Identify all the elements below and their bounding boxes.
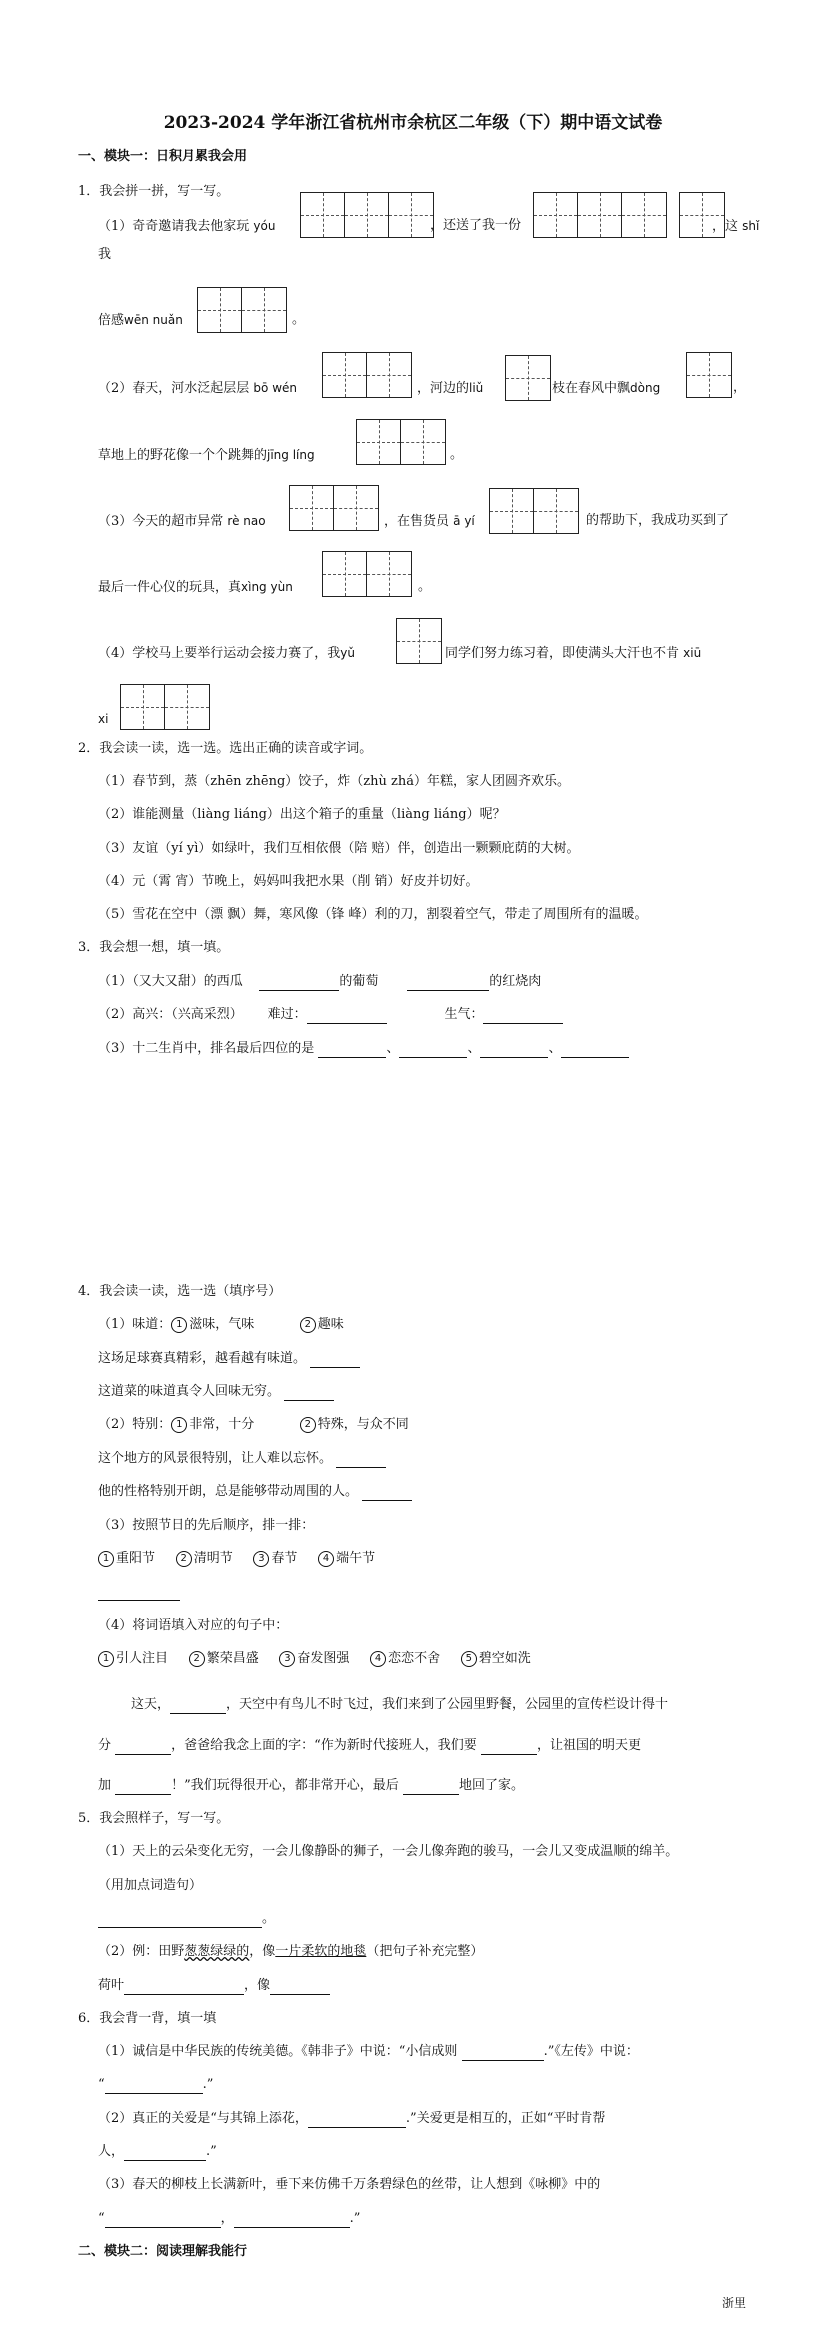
q3-blank[interactable] [480, 1043, 548, 1058]
q3-line-3: （3）十二生肖中，排名最后四位的是 、 、 、 [98, 1040, 629, 1058]
q1-1-grid-d[interactable] [197, 287, 287, 333]
q6-blank[interactable] [105, 2213, 221, 2228]
q1-3-text-e: 。 [418, 579, 432, 594]
q6-heading: 6．我会背一背，填一填 [78, 2011, 217, 2026]
q4-blank[interactable] [481, 1740, 537, 1755]
q4-blank[interactable] [403, 1780, 459, 1795]
q1-3-text-d: 最后一件心仪的玩具，真xìng yùn [98, 580, 293, 595]
q4-word-2: （2）特别： 1 非常，十分 2 特殊，与众不同 [98, 1417, 409, 1432]
q1-2-text-e: 草地上的野花像一个个跳舞的jīng líng [98, 448, 315, 463]
q1-1-text-e: 倍感wēn nuǎn [98, 313, 183, 328]
q1-2-text-c: 枝在春风中飘dòng [552, 381, 661, 396]
q3-heading: 3．我会想一想，填一填。 [78, 940, 230, 955]
q1-2-text-d: ， [733, 380, 747, 395]
q1-3-grid-c[interactable] [322, 551, 412, 597]
q4-word-1: （1）味道： 1 滋味，气味 2 趣味 [98, 1317, 344, 1332]
q2-line-4: （4）元（霄 宵）节晚上，妈妈叫我把水果（削 销）好皮并切好。 [98, 874, 479, 889]
q3-blank[interactable] [561, 1043, 629, 1058]
q4-heading: 4．我会读一读，选一选（填序号） [78, 1284, 282, 1299]
q4-festival-prompt: （3）按照节日的先后顺序，排一排： [98, 1518, 315, 1533]
q5-blank[interactable] [98, 1913, 262, 1928]
q5-blank[interactable] [270, 1980, 330, 1995]
q1-3-grid-b[interactable] [489, 488, 579, 534]
q4-blank[interactable] [170, 1699, 226, 1714]
q3-blank[interactable] [407, 976, 489, 991]
page-title: 2023-2024 学年浙江省杭州市余杭区二年级（下）期中语文试卷 [163, 113, 663, 133]
q1-3-grid-a[interactable] [289, 485, 379, 531]
q1-4-text: （4）学校马上要举行运动会接力赛了，我yǔ [98, 646, 355, 661]
q4-blank[interactable] [284, 1386, 334, 1401]
q1-2-grid-b[interactable] [505, 355, 551, 401]
q1-4-grid-a[interactable] [396, 618, 442, 664]
q6-line-2: （2）真正的关爱是“与其锦上添花， .”关爱更是相互的，正如“平时肯帮 [98, 2111, 606, 2126]
q4-blank[interactable] [362, 1486, 412, 1501]
q5-line-2: （2）例：田野葱葱绿绿的，像一片柔软的地毯（把句子补充完整） [98, 1944, 484, 1959]
q3-blank[interactable] [259, 976, 339, 991]
q4-blank[interactable] [310, 1353, 360, 1368]
q6-blank[interactable] [105, 2079, 203, 2094]
section-module-1: 一、模块一：日积月累我会用 [78, 149, 248, 164]
q1-1-text-b: ，还送了我一份 [430, 218, 522, 233]
footer-mark: 浙里 [722, 2296, 747, 2310]
q1-3-text-b: ，在售货员 ā yí [384, 514, 475, 529]
q1-2-grid-c[interactable] [686, 352, 732, 398]
q6-blank[interactable] [308, 2113, 406, 2128]
q1-1-grid-b[interactable] [533, 192, 667, 238]
q4-passage-line-1: 这天， ，天空中有鸟儿不时飞过，我们来到了公园里野餐，公园里的宣传栏设计得十 [131, 1697, 669, 1712]
q1-4-pinyin: xi [98, 712, 109, 726]
q4-sentence: 这场足球赛真精彩，越看越有味道。 [98, 1350, 360, 1368]
q1-1-text-c: ，这 shǐ [712, 219, 760, 234]
q2-line-1: （1）春节到，蒸（zhēn zhēng）饺子，炸（zhù zhá）年糕，家人团圆齐欢乐。 [98, 774, 570, 789]
q2-line-5: （5）雪花在空中（漂 飘）舞，寒风像（锋 峰）利的刀，割裂着空气，带走了周围所有的温暖。 [98, 907, 648, 922]
q1-4-text-b: 同学们努力练习着，即使满头大汗也不肯 xiū [445, 646, 702, 661]
q1-4-grid-b[interactable] [120, 684, 210, 730]
q1-2-grid-d[interactable] [356, 419, 446, 465]
q6-line-2b: 人， .” [98, 2144, 217, 2159]
section-module-2: 二、模块二：阅读理解我能行 [78, 2244, 248, 2259]
q2-line-3: （3）友谊（yí yì）如绿叶，我们互相依偎（陪 赔）伴，创造出一颗颗庇荫的大树。 [98, 841, 580, 856]
q4-sentence: 这道菜的味道真令人回味无穷。 [98, 1383, 334, 1401]
q4-passage-line-3: 加 ！”我们玩得很开心，都非常开心，最后 地回了家。 [98, 1778, 524, 1793]
q4-blank[interactable] [115, 1780, 171, 1795]
q1-1-text-d: 我 [98, 247, 112, 262]
q5-heading: 5．我会照样子，写一写。 [78, 1811, 230, 1826]
q4-sentence: 这个地方的风景很特别，让人难以忘怀。 [98, 1450, 386, 1468]
q6-line-1b: “ .” [98, 2077, 214, 2092]
q3-blank[interactable] [318, 1043, 386, 1058]
q3-line-2: （2）高兴：（兴高采烈） 难过： 生气： [98, 1006, 563, 1024]
q5-line-3: 荷叶 ，像 [98, 1977, 330, 1995]
q6-blank[interactable] [462, 2046, 544, 2061]
q1-2-text-f: 。 [450, 447, 464, 462]
q5-line-1: （1）天上的云朵变化无穷，一会儿像静卧的狮子，一会儿像奔跑的骏马，一会儿又变成温顺的绵羊。 [98, 1844, 679, 1859]
q4-blank[interactable] [115, 1740, 171, 1755]
q1-1-text: （1）奇奇邀请我去他家玩 yóu [98, 219, 276, 234]
q1-2-grid-a[interactable] [322, 352, 412, 398]
q6-blank[interactable] [234, 2213, 350, 2228]
q1-3-text-c: 的帮助下，我成功买到了 [586, 513, 730, 528]
q3-line-1: （1）（又大又甜）的西瓜 的葡萄 的红烧肉 [98, 974, 542, 989]
q3-blank[interactable] [483, 1009, 563, 1024]
q1-heading: 1．我会拼一拼，写一写。 [78, 184, 230, 199]
q1-3-text: （3）今天的超市异常 rè nao [98, 514, 266, 529]
q4-festival-list: 1 重阳节 2 清明节 3 春节 4 端午节 [98, 1550, 375, 1568]
q4-words-list: 1 引人注目 2 繁荣昌盛 3 奋发图强 4 恋恋不舍 5 碧空如洗 [98, 1650, 531, 1668]
q2-line-2: （2）谁能测量（liàng liáng）出这个箱子的重量（liàng liáng）呢？ [98, 807, 506, 822]
q6-line-3: （3）春天的柳枝上长满新叶，垂下来仿佛千万条碧绿色的丝带，让人想到《咏柳》中的 [98, 2177, 601, 2192]
q4-festival-answer[interactable] [98, 1583, 180, 1601]
q6-line-1: （1）诚信是中华民族的传统美德。《韩非子》中说：“小信成则 .”《左传》中说： [98, 2044, 639, 2059]
q4-passage-line-2: 分 ，爸爸给我念上面的字：“作为新时代接班人，我们要 ，让祖国的明天更 [98, 1738, 641, 1753]
q1-1-grid-a[interactable] [300, 192, 434, 238]
q5-answer-1: 。 [98, 1910, 275, 1928]
q4-words-prompt: （4）将词语填入对应的句子中： [98, 1618, 289, 1633]
q6-blank[interactable] [124, 2146, 206, 2161]
q1-1-text-f: 。 [292, 312, 306, 327]
q4-blank[interactable] [336, 1453, 386, 1468]
q6-line-3b: “ ， .” [98, 2211, 361, 2226]
q1-2-text-b: ，河边的liǔ [417, 381, 484, 396]
q5-blank[interactable] [124, 1980, 244, 1995]
q3-blank[interactable] [399, 1043, 467, 1058]
q1-2-text: （2）春天，河水泛起层层 bō wén [98, 381, 297, 396]
q4-sentence: 他的性格特别开朗，总是能够带动周围的人。 [98, 1483, 412, 1501]
q3-blank[interactable] [307, 1009, 387, 1024]
q5-line-1b: （用加点词造句） [98, 1878, 203, 1893]
q2-heading: 2．我会读一读，选一选。选出正确的读音或字词。 [78, 741, 373, 756]
